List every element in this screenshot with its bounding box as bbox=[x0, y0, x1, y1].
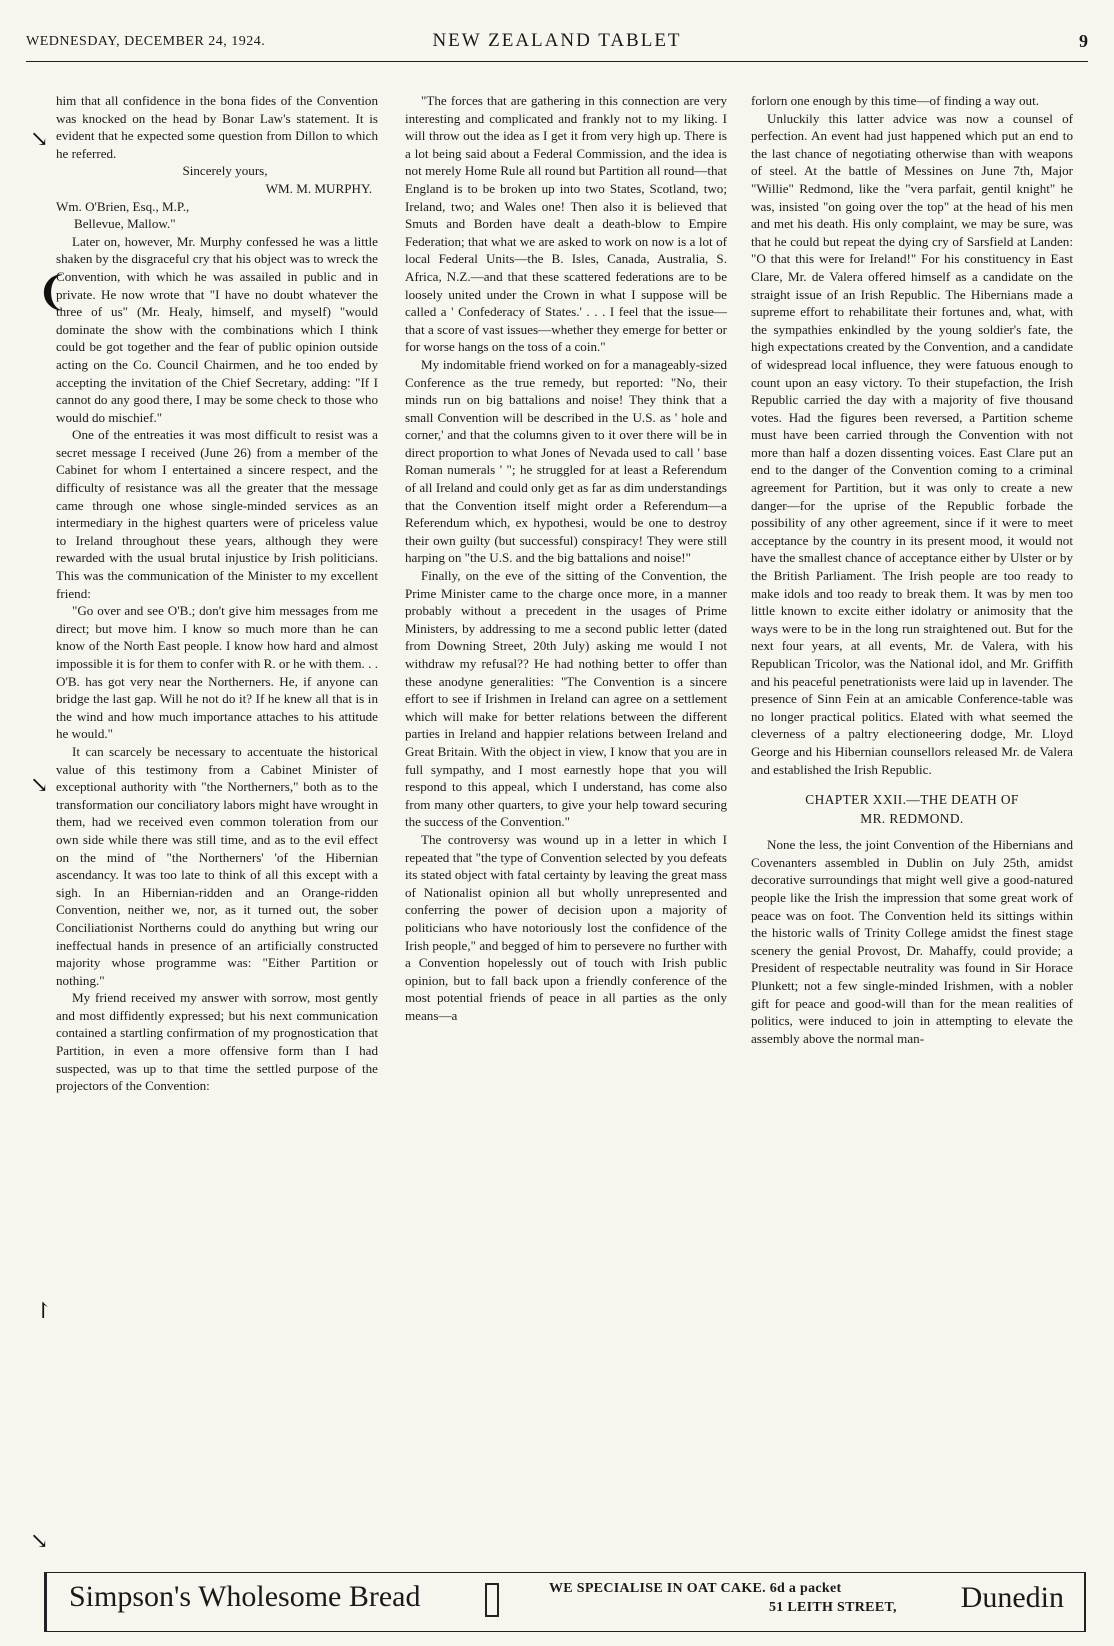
page-number: 9 bbox=[1079, 31, 1088, 51]
paragraph: My indomitable friend worked on for a manageably-sized Conference as the true remedy, but reported: "No, their minds run on big battalions and noise! They think that a small Convention will be described in the U.S. as ' hole and corner,' and that the columns given to it over there will be in direct proportion to what Jones of Nevada used to call ' base Roman numerals ' "; he struggled for at least a Referendum of all Ireland and could only get as far as dim understandings that the Convention itself might order a Referendum—a Referendum which, ex hypothesi, would be one to destroy their own guilty (but successful) conspiracy! They were still harping on "the U.S. and the big battalions and noise!" bbox=[405, 356, 727, 566]
margin-tick-mark: ↘ bbox=[30, 772, 49, 797]
paragraph: It can scarcely be necessary to accentuate the historical value of this testimony from a Cabinet Minister of exceptional authority with "the Northerners," both as to the transformation our conciliatory labors might have wrought in them, had we received even common toleration from our own side while there was still time, and as to the evil effect on the mind of "the Northerners' 'of the Hibernian ascendancy. It was too late to think of all this except with a sigh. In an Hibernian-ridden and an Orange-ridden Convention, neither we, nor, as it turned out, the sober Conciliationist Northerns could do anything but wring our ineffectual hands in presence of an artificially constructed majority whose programme was: "Either Partition or nothing." bbox=[56, 743, 378, 988]
paragraph: The controversy was wound up in a letter in which I repeated that "the type of Convention selected by you defeats its stated object with fatal certainty by leaving the great mass of Nationalist opinion all but wholly unrepresented and conferring the power of decision upon a majority of politicians who have notoriously lost the confidence of the Irish people," and begged of him to persevere no further with a Convention hopelessly out of touch with Irish public opinion, but to fall back upon a friendly conference of the most potential friends of peace in all parties as the only means—a bbox=[405, 831, 727, 1023]
advert-city: Dunedin bbox=[960, 1581, 1064, 1614]
margin-tick-mark: ↘ bbox=[30, 126, 49, 151]
paragraph: None the less, the joint Convention of the Hibernians and Covenanters assembled in Dublin on July 25th, amidst decorative surroundings that might well give a good-natured people like the Irish the impression that some great work of peace was on foot. The Convention held its sittings within the historic walls of Trinity College amidst the finest stage scenery the genial Provost, Dr. Mahaffy, could provide; a President of respectable neutrality was found in Sir Horace Plunkett; not a few single-minded Irishmen, with a nobler gift for peace and good-will than for the mean realities of politics, were induced to join in attempting to elevate the assembly above the normal man- bbox=[751, 837, 1073, 1046]
paragraph: My friend received my answer with sorrow, most gently and most diffidently expressed; but his next communication contained a startling confirmation of my prognostication that Partition, in even a more offensive form than I had suspected, was up to that time the settled purpose of the projectors of the Convention: bbox=[56, 990, 378, 1094]
issue-date: WEDNESDAY, DECEMBER 24, 1924. bbox=[26, 34, 266, 49]
paragraph: him that all confidence in the bona fides of the Convention was knocked on the head by Bonar Law's statement. It is evident that he expected some question from Dillon to which he referred. bbox=[56, 93, 378, 161]
advert-brand: Simpson's Wholesome Bread bbox=[69, 1580, 421, 1613]
margin-bracket-mark: ❨ bbox=[36, 269, 70, 314]
paragraph: "Go over and see O'B.; don't give him messages from me direct; but move him. I know so much more than he can know of the North East people. I know how hard and almost impossible it is for them to confer with R. or he with them. . . O'B. has got very near the Northerners. He, if anyone can bridge the last gap. Will he not do it? If he knew all that is in the wind and how much importance attaches to his attitude he would." bbox=[56, 603, 378, 742]
paragraph: forlorn one enough by this time—of finding a way out. bbox=[751, 93, 1040, 108]
advert-box-ornament bbox=[485, 1583, 499, 1617]
header-rule bbox=[26, 61, 1088, 62]
letter-address: Bellevue, Mallow." bbox=[74, 216, 176, 232]
letter-closing: Sincerely yours, bbox=[182, 163, 268, 179]
column-1 bbox=[56, 92, 378, 1095]
letter-addressee: Wm. O'Brien, Esq., M.P., bbox=[56, 198, 190, 214]
margin-tick-mark: ↘ bbox=[30, 1528, 49, 1553]
paragraph: "The forces that are gathering in this connection are very interesting and complicated and frankly not to my liking. I will throw out the idea as I get it from very high up. There is a lot being said about a Federal Commission, and the idea is not merely Home Rule all round but Partition all round—that England is to be broken up into two States, Scotland, two; Ireland, two; and Wales one! Then also it is believed that Smuts and Borden have dealt a death-blow to Empire Federation; that what we are asked to work on now is a lot of local Federal Units—the B. Isles, Canada, Australia, S. Africa, N.Z.—and that these scattered federations are to be loosely united under the Crown in what I suppose will be called a ' Confederacy of States.' . . . I feel that the issue—that a score of vast issues—whether they emerge for better or for worse hangs on the toss of a coin." bbox=[405, 93, 727, 355]
paragraph: Unluckily this latter advice was now a counsel of perfection. An event had just happened which put an end to the last chance of negotiating otherwise than with weapons of steel. At the battle of Messines on June 7th, Major "Willie" Redmond, like the "vera parfait, gentil knight" he was, insisted "on going over the top" at the head of his men and met his death. His only complaint, we may be sure, was that he could but repeat the dying cry of Sarsfield at Landen: "O that this were for Ireland!" For his constituency in East Clare, Mr. de Valera offered himself as a candidate on the straight issue of an Irish Republic. The Hibernians made a supreme effort to rehabilitate their fortunes and, what, with the sympathies enkindled by the young soldier's fate, the high expectations created by the Convention, and a candidate of widespread local influence, they were fatuous enough to count upon an easy victory. To their stupefaction, the Irish Republic carried the day with a majority of five thousand votes. Had the figures been reversed, a Partition scheme must have been carried through the Convention with not more than half a dozen dissenting voices. East Clare put an end to the danger of the Convention coming to a criminal agreement for Partition, but it was only to create a new danger—for the uprise of the Republic forbade the possibility of any other agreement, since if it were to meet acceptance by the country in its present mood, it would not have the smallest chance of acceptance either by Ulster or by the British Parliament. The Irish people are too ready to make idols and too ready to break them. It was by men too little known to excite either idolatry or animosity that the ways were to be in the long run straightened out. But for the next four years, at all events, Mr. de Valera, with his Republican Tricolor, was the National idol, and Mr. Griffith and his peaceful penetrationists were laid up in lavender. The presence of Sinn Fein at an amicable Conference-table was no longer practical politics. Elated with what seemed the cleverness of a paltry electioneering dodge, Mr. Lloyd George and his Hibernian counsellors released Mr. de Valera and established the Irish Republic. bbox=[751, 110, 1073, 777]
column-3 bbox=[751, 92, 1073, 1047]
page-header bbox=[26, 30, 1088, 56]
advert-tagline: WE SPECIALISE IN OAT CAKE. 6d a packet bbox=[549, 1581, 842, 1596]
chapter-heading-line: MR. REDMOND. bbox=[860, 811, 964, 827]
advertisement-banner bbox=[44, 1572, 1086, 1632]
margin-tick-mark: ↾ bbox=[34, 1298, 53, 1323]
chapter-heading bbox=[751, 790, 1073, 828]
publication-title: NEW ZEALAND TABLET bbox=[432, 30, 682, 51]
paragraph: One of the entreaties it was most difficult to resist was a secret message I received (June 26) from a member of the Cabinet for whom I entertained a sincere respect, and the difficulty of resistance was all the greater that the message came through one whose single-minded services as an intermediary in the highest quarters were of priceless value to Ireland throughout these years, although they were rewarded with the usual brutal injustice by Irish politicians. This was the communication of the Minister to my excellent friend: bbox=[56, 427, 378, 601]
advert-address: 51 LEITH STREET, bbox=[769, 1600, 897, 1615]
letter-signature: WM. M. MURPHY. bbox=[265, 180, 372, 196]
paragraph: Finally, on the eve of the sitting of the Convention, the Prime Minister came to the charge once more, in a manner probably without a precedent in the usages of Prime Ministers, by addressing to me a second public letter (dated from Downing Street, 20th July) asking me would I not withdraw my refusal?? He had nothing better to offer than these anodyne generalities: "The Convention is a sincere effort to see if Irishmen in Ireland can agree on a settlement which will make for better relations between the different parties in Ireland and happier relations between Ireland and Great Britain. With the object in view, I know that you are in full sympathy, and I most earnestly hope that you will respond to this appeal, which I understand, has come also from many other quarters, to give your help toward securing the success of the Convention." bbox=[405, 568, 727, 830]
column-2 bbox=[405, 92, 727, 1024]
paragraph: Later on, however, Mr. Murphy confessed he was a little shaken by the disgraceful cry that his object was to wreck the Convention, with which he was assailed in public and in private. He now wrote that "I have no doubt whatever the three of us" (Mr. Healy, himself, and myself) "would dominate the show with the combinations which I think could be got together and the fear of public opinion outside acting on the Co. Council Chairmen, and he too ended by accepting the invitation of the Chief Secretary, adding: "If I cannot do any good there, I may be some check to those who would do mischief." bbox=[56, 233, 378, 425]
chapter-heading-line: CHAPTER XXII.—THE DEATH OF bbox=[805, 792, 1019, 808]
